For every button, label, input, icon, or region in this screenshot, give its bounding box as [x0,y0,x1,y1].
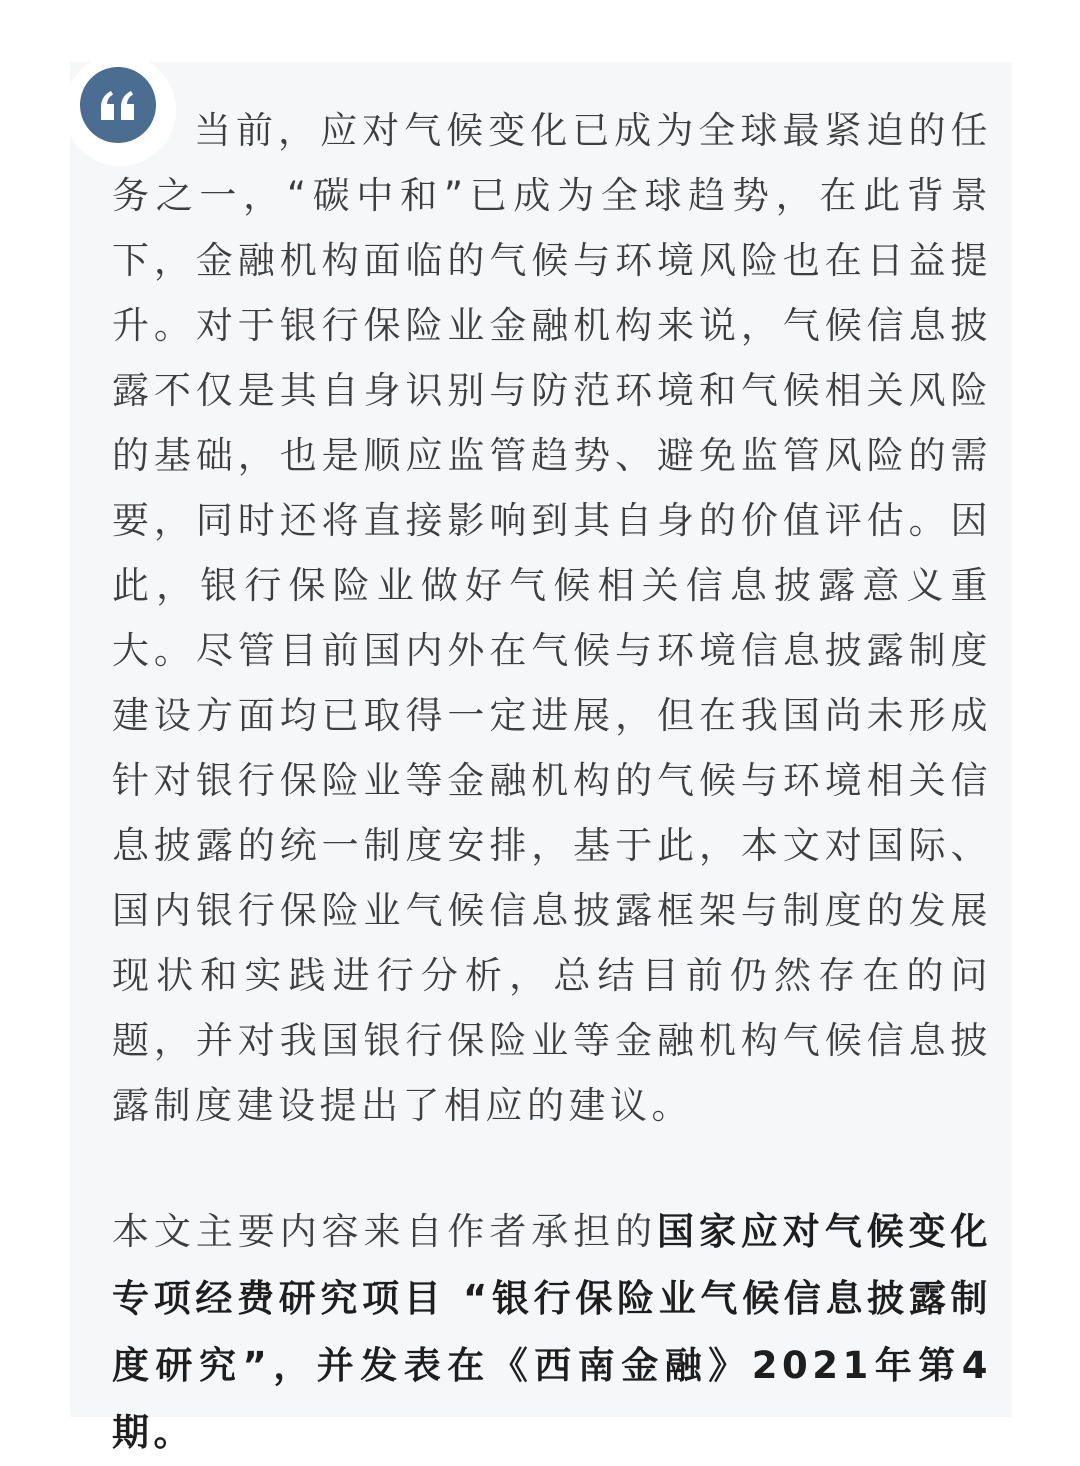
summary-paragraph: 当前，应对气候变化已成为全球最紧迫的任务之一，“碳中和”已成为全球趋势，在此背景下，金融机构面临的气候与环境风险也在日益提升。对于银行保险业金融机构来说，气候信息披露不仅是其自身识别与防范环境和气候相关风险的基础，也是顺应监管趋势、避免监管风险的需要，同时还将直接影响到其自身的价值评估。因此，银行保险业做好气候相关信息披露意义重大。尽管目前国内外在气候与环境信息披露制度建设方面均已取得一定进展，但在我国尚未形成针对银行保险业等金融机构的气候与环境相关信息披露的统一制度安排，基于此，本文对国际、国内银行保险业气候信息披露框架与制度的发展现状和实践进行分析，总结目前仍然存在的问题，并对我国银行保险业等金融机构气候信息披露制度建设提出了相应的建议。 [112,109,992,1127]
source-intro-text: 本文主要内容来自作者承担的 [112,1210,658,1253]
source-project-text: 国家应对气候变化专项经费研究项目 “银行保险业气候信息披露制度研究”，并发表在《西南金融》2021年第4期。 [112,1210,993,1454]
source-paragraph [112,1198,992,1466]
